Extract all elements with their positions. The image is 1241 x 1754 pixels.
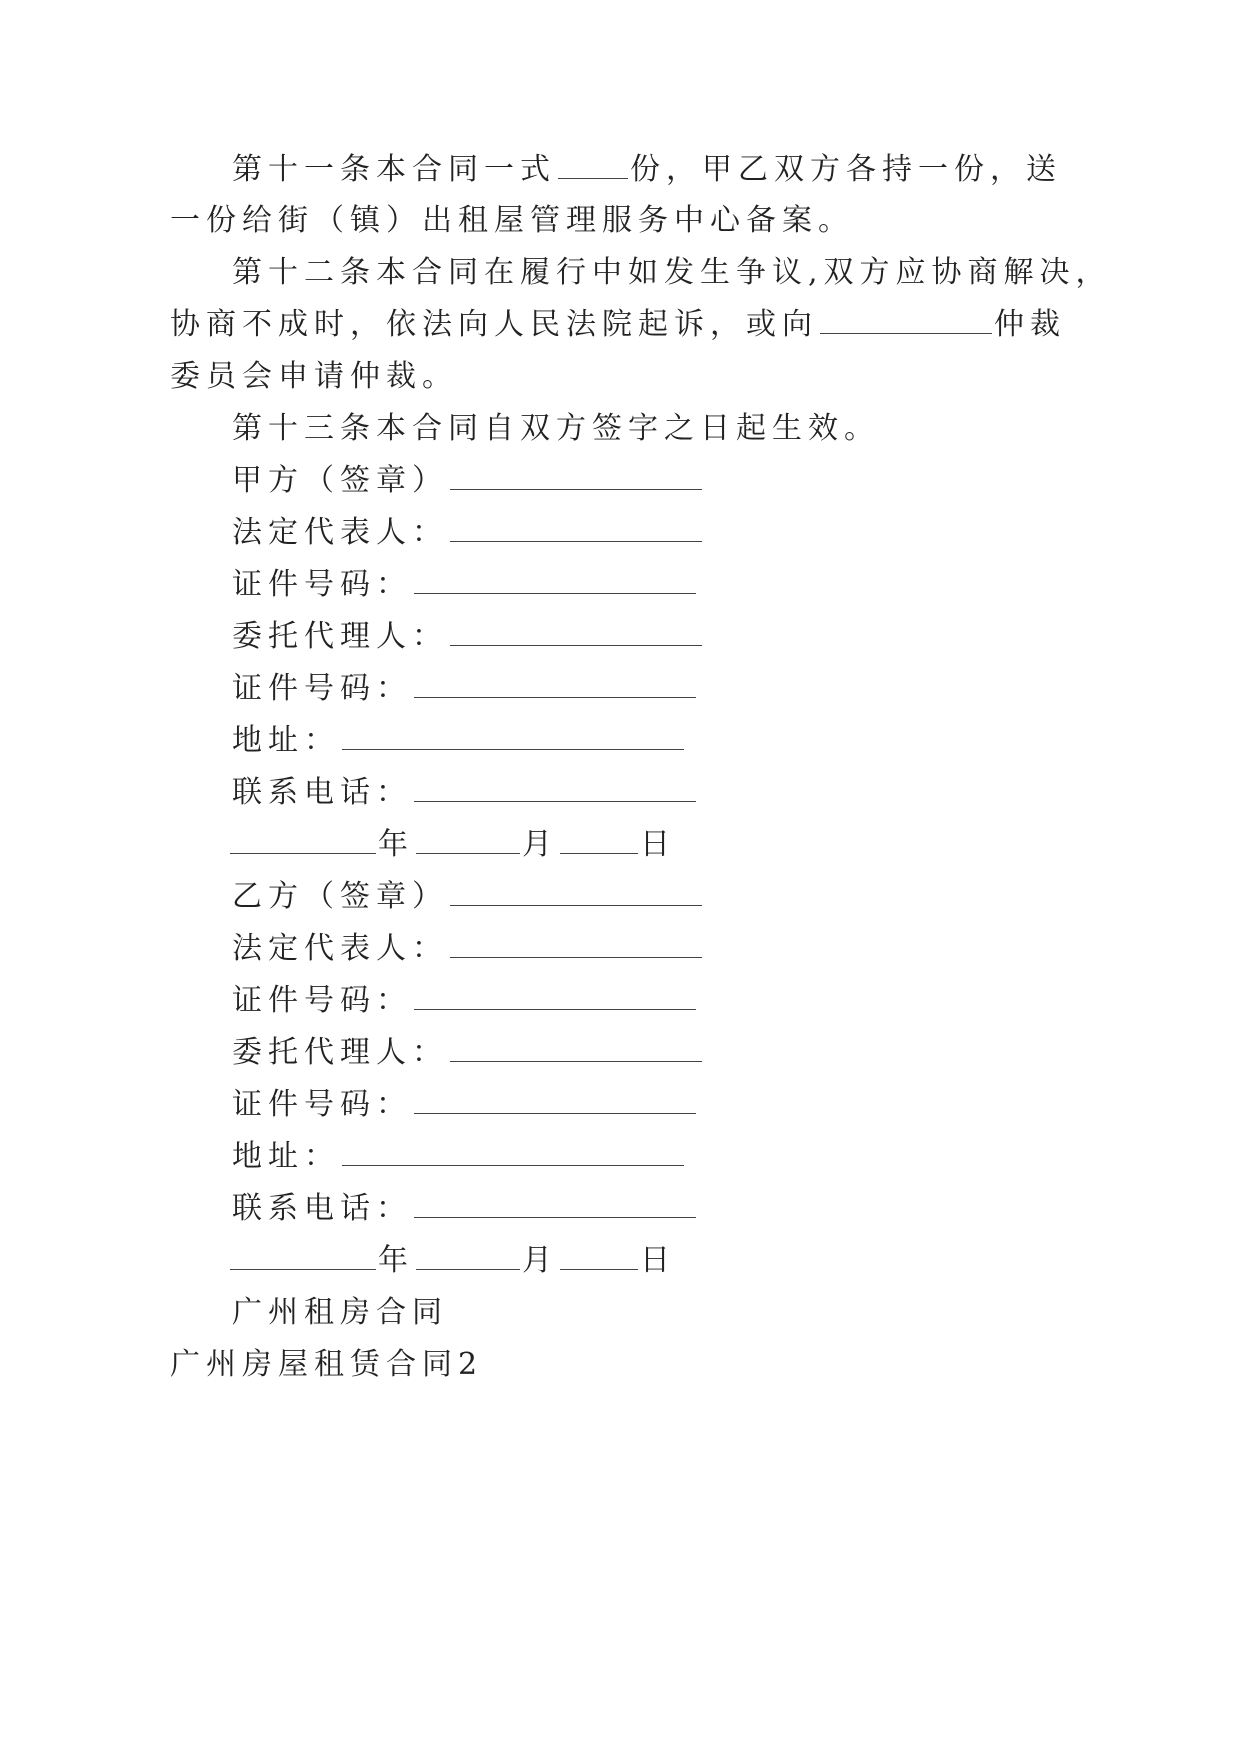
party-a-agent-label: 委托代理人： — [232, 619, 448, 654]
article-11-text-b: 份，甲乙双方各持一份，送 — [630, 152, 1062, 187]
party-b-address-row — [232, 1137, 686, 1177]
article-12-line-1: 第十二条本合同在履行中如发生争议,双方应协商解决， — [232, 255, 1112, 290]
party-b-address-blank — [342, 1139, 684, 1166]
party-b-agent-label: 委托代理人： — [232, 1035, 448, 1070]
party-a-id-blank-2 — [414, 671, 696, 698]
party-a-phone-row — [232, 773, 698, 813]
party-b-legal-rep-label: 法定代表人： — [232, 931, 448, 966]
copies-blank — [558, 152, 628, 179]
article-12-line-2 — [170, 305, 1066, 345]
party-b-seal-row — [232, 877, 704, 917]
party-b-id-label-2: 证件号码： — [232, 1087, 412, 1122]
party-a-id-label-1: 证件号码： — [232, 567, 412, 602]
party-b-legal-rep-row — [232, 929, 704, 969]
footer-title-2: 广州房屋租赁合同2 — [170, 1347, 484, 1382]
party-b-id-blank-1 — [414, 983, 696, 1010]
arbitration-blank — [820, 307, 992, 334]
party-b-agent-blank — [450, 1035, 702, 1062]
article-13: 第十三条本合同自双方签字之日起生效。 — [232, 411, 880, 446]
party-a-id-blank-1 — [414, 567, 696, 594]
party-b-month-blank — [416, 1243, 520, 1270]
party-a-phone-label: 联系电话： — [232, 775, 412, 810]
party-a-month-label: 月 — [522, 827, 558, 862]
party-a-legal-rep-label: 法定代表人： — [232, 515, 448, 550]
party-b-agent-row — [232, 1033, 704, 1073]
party-b-legal-rep-blank — [450, 931, 702, 958]
party-b-id-row-2 — [232, 1085, 698, 1125]
party-b-date-row — [228, 1241, 676, 1281]
party-b-phone-label: 联系电话： — [232, 1191, 412, 1226]
party-a-legal-rep-blank — [450, 515, 702, 542]
party-a-year-blank — [230, 827, 376, 854]
party-b-phone-blank — [414, 1191, 696, 1218]
party-a-id-row-2 — [232, 669, 698, 709]
party-a-address-row — [232, 721, 686, 761]
party-b-id-row-1 — [232, 981, 698, 1021]
party-a-seal-blank — [450, 463, 702, 490]
party-a-seal-label: 甲方（签章） — [232, 463, 448, 498]
party-a-year-label: 年 — [378, 827, 414, 862]
party-b-seal-blank — [450, 879, 702, 906]
party-b-year-label: 年 — [378, 1243, 414, 1278]
party-b-seal-label: 乙方（签章） — [232, 879, 448, 914]
article-12-text-b: 仲裁 — [994, 307, 1066, 342]
party-b-id-label-1: 证件号码： — [232, 983, 412, 1018]
party-a-date-row — [228, 825, 676, 865]
party-a-legal-rep-row — [232, 513, 704, 553]
party-a-day-blank — [560, 827, 638, 854]
article-11-line-2: 一份给街（镇）出租屋管理服务中心备案。 — [170, 203, 854, 238]
party-b-address-label: 地址： — [232, 1139, 340, 1174]
party-a-id-row-1 — [232, 565, 698, 605]
party-a-id-label-2: 证件号码： — [232, 671, 412, 706]
party-b-day-blank — [560, 1243, 638, 1270]
party-a-address-blank — [342, 723, 684, 750]
party-b-day-label: 日 — [640, 1243, 676, 1278]
party-a-month-blank — [416, 827, 520, 854]
party-b-id-blank-2 — [414, 1087, 696, 1114]
party-a-day-label: 日 — [640, 827, 676, 862]
article-11-line-1 — [232, 150, 1062, 190]
party-a-agent-blank — [450, 619, 702, 646]
party-a-phone-blank — [414, 775, 696, 802]
article-12-text-a: 协商不成时，依法向人民法院起诉，或向 — [170, 307, 818, 342]
party-b-month-label: 月 — [522, 1243, 558, 1278]
party-b-year-blank — [230, 1243, 376, 1270]
article-11-text-a: 第十一条本合同一式 — [232, 152, 556, 187]
footer-title-1: 广州租房合同 — [232, 1295, 448, 1330]
party-a-address-label: 地址： — [232, 723, 340, 758]
party-a-seal-row — [232, 461, 704, 501]
party-b-phone-row — [232, 1189, 698, 1229]
party-a-agent-row — [232, 617, 704, 657]
article-12-line-3: 委员会申请仲裁。 — [170, 359, 458, 394]
